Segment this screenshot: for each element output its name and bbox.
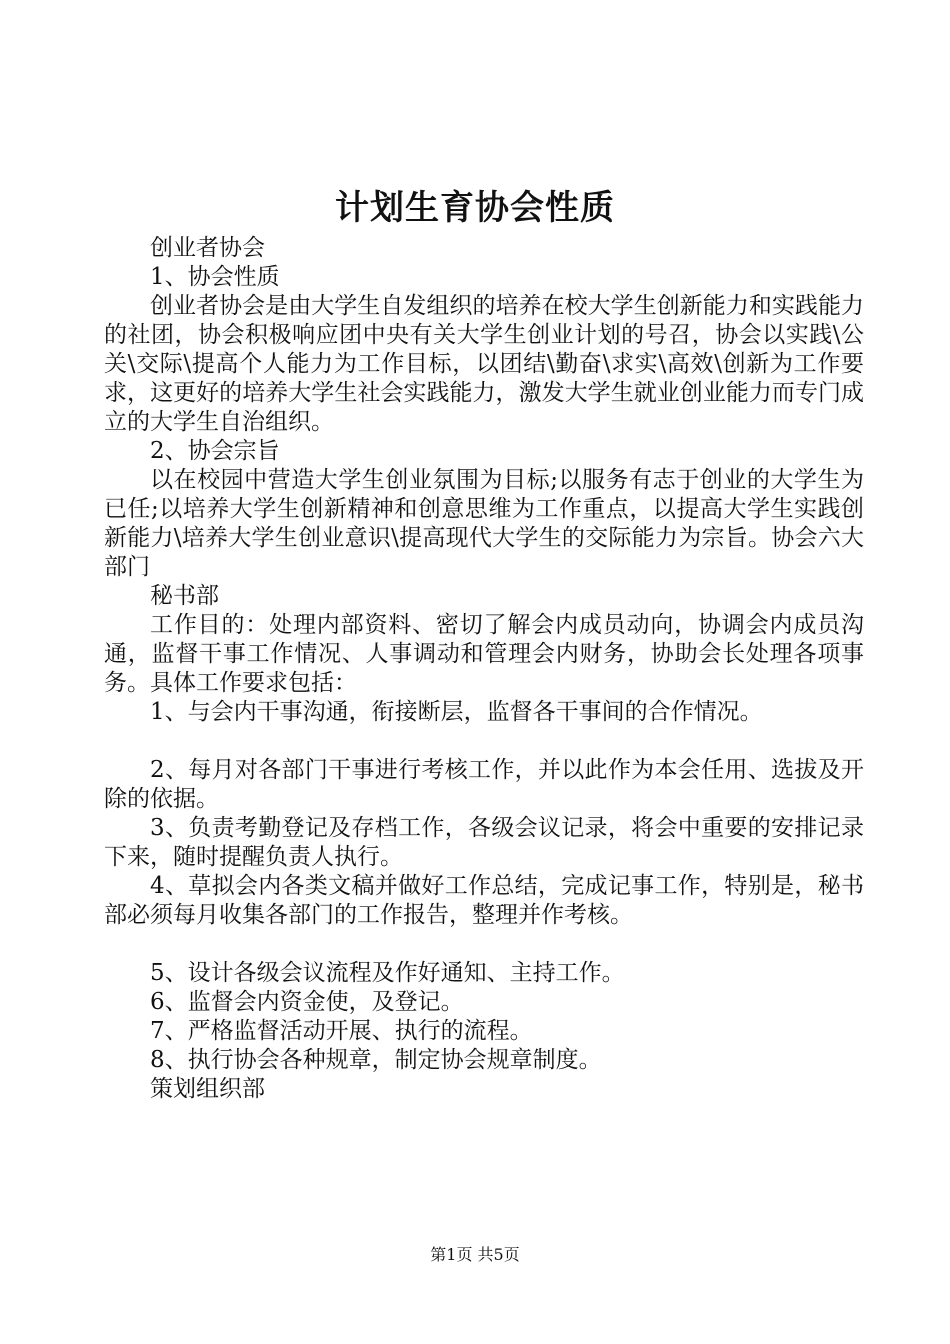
list-item: 2、每月对各部门干事进行考核工作，并以此作为本会任用、选拔及开除的依据。	[104, 757, 864, 812]
document-body	[104, 234, 864, 1104]
department-heading: 秘书部	[150, 583, 219, 609]
section-heading: 创业者协会	[150, 235, 265, 261]
list-item: 3、负责考勤登记及存档工作，各级会议记录，将会中重要的安排记录下来，随时提醒负责人执行。	[104, 815, 864, 870]
paragraph: 创业者协会是由大学生自发组织的培养在校大学生创新能力和实践能力的社团，协会积极响应团中央有关大学生创业计划的号召，协会以实践\公关\交际\提高个人能力为工作目标，以团结\勤奋\求实\高效\创新为工作要求，这更好的培养大学生社会实践能力，激发大学生就业创业能力而专门成立的大学生自治组织。	[104, 293, 864, 435]
list-item: 1、与会内干事沟通，衔接断层，监督各干事间的合作情况。	[150, 699, 763, 725]
paragraph: 以在校园中营造大学生创业氛围为目标;以服务有志于创业的大学生为已任;以培养大学生创新精神和创意思维为工作重点，以提高大学生实践创新能力\培养大学生创业意识\提高现代大学生的交际能力为宗旨。协会六大部门	[104, 467, 864, 580]
page-footer: 第1页 共5页	[430, 1245, 520, 1264]
list-item: 4、草拟会内各类文稿并做好工作总结，完成记事工作，特别是，秘书部必须每月收集各部门的工作报告，整理并作考核。	[104, 873, 864, 928]
list-item: 6、监督会内资金使，及登记。	[150, 989, 464, 1015]
list-item: 5、设计各级会议流程及作好通知、主持工作。	[150, 960, 625, 986]
subsection-heading: 2、协会宗旨	[150, 438, 280, 464]
list-item: 7、严格监督活动开展、执行的流程。	[150, 1018, 533, 1044]
paragraph: 工作目的：处理内部资料、密切了解会内成员动向，协调会内成员沟通，监督干事工作情况、人事调动和管理会内财务，协助会长处理各项事务。具体工作要求包括：	[104, 612, 864, 696]
document-title: 计划生育协会性质	[335, 188, 615, 228]
department-heading: 策划组织部	[150, 1076, 265, 1102]
subsection-heading: 1、协会性质	[150, 264, 280, 290]
list-item: 8、执行协会各种规章，制定协会规章制度。	[150, 1047, 602, 1073]
